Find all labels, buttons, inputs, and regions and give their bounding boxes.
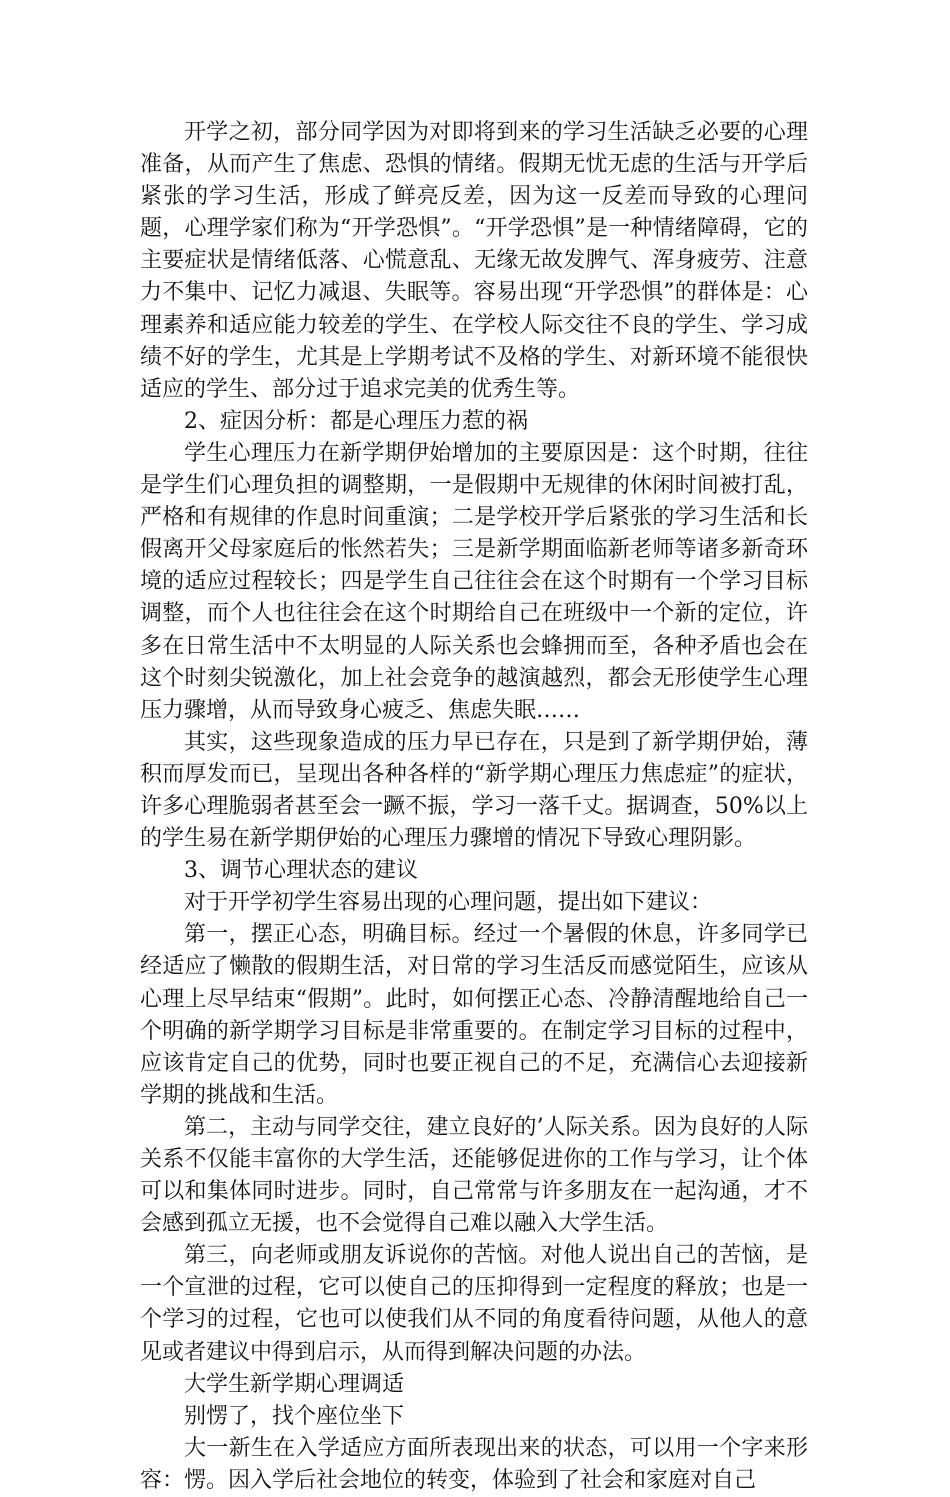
paragraph-suggestion-first: 第一，摆正心态，明确目标。经过一个暑假的休息，许多同学已经适应了懒散的假期生活，对日常的学习生活反而感觉陌生，应该从心理上尽早结束“假期”。此时，如何摆正心态、冷静清醒地给自己一个明确的新学期学习目标是非常重要的。在制定学习目标的过程中，应该肯定自己的优势，同时也要正视自己的不足，充满信心去迎接新学期的挑战和生活。 bbox=[140, 922, 808, 1108]
paragraph-cause-analysis: 学生心理压力在新学期伊始增加的主要原因是：这个时期，往往是学生们心理负担的调整期，一是假期中无规律的休闲时间被打乱，严格和有规律的作息时间重演；二是学校开学后紧张的学习生活和长假离开父母家庭后的怅然若失；三是新学期面临新老师等诸多新奇环境的适应过程较长；四是学生自己往往会在这个时期有一个学习目标调整，而个人也往往会在这个时期给自己在班级中一个新的定位，许多在日常生活中不太明显的人际关系也会蜂拥而至，各种矛盾也会在这个时刻尖锐激化，加上社会竞争的越演越烈，都会无形使学生心理压力骤增，从而导致身心疲乏、焦虑失眠…… bbox=[140, 440, 808, 723]
paragraph-suggestion-third: 第三，向老师或朋友诉说你的苦恼。对他人说出自己的苦恼，是一个宣泄的过程，它可以使自己的压抑得到一定程度的释放；也是一个学习的过程，它也可以使我们从不同的角度看待问题，从他人的意见或者建议中得到启示，从而得到解决问题的办法。 bbox=[140, 1243, 808, 1365]
paragraph-suggestions-intro: 对于开学初学生容易出现的心理问题，提出如下建议： bbox=[184, 890, 713, 916]
section-heading-adjustment: 大学生新学期心理调适 bbox=[184, 1371, 405, 1397]
paragraph-suggestion-second: 第二，主动与同学交往，建立良好的’人际关系。因为良好的人际关系不仅能丰富你的大学生活，还能够促进你的工作与学习，让个体可以和集体同时进步。同时，自己常常与许多朋友在一起沟通，才不会感到孤立无援，也不会觉得自己难以融入大学生活。 bbox=[140, 1114, 808, 1237]
document-body bbox=[140, 117, 808, 1497]
paragraph-freshman-state: 大一新生在入学适应方面所表现出来的状态，可以用一个字来形容：愣。因入学后社会地位的转变，体验到了社会和家庭对自己 bbox=[140, 1435, 808, 1493]
section-heading-cause-analysis: 2、症因分析：都是心理压力惹的祸 bbox=[184, 408, 528, 434]
paragraph-intro: 开学之初，部分同学因为对即将到来的学习生活缺乏必要的心理准备，从而产生了焦虑、恐惧的情绪。假期无忧无虑的生活与开学后紧张的学习生活，形成了鲜亮反差，因为这一反差而导致的心理问题，心理学家们称为“开学恐惧”。“开学恐惧”是一种情绪障碍，它的主要症状是情绪低落、心慌意乱、无缘无故发脾气、浑身疲劳、注意力不集中、记忆力减退、失眠等。容易出现“开学恐惧”的群体是：心理素养和适应能力较差的学生、在学校人际交往不良的学生、学习成绩不好的学生，尤其是上学期考试不及格的学生、对新环境不能很快适应的学生、部分过于追求完美的优秀生等。 bbox=[140, 120, 808, 402]
paragraph-pressure-survey: 其实，这些现象造成的压力早已存在，只是到了新学期伊始，薄积而厚发而已，呈现出各种各样的“新学期心理压力焦虑症”的症状，许多心理脆弱者甚至会一蹶不振，学习一落千丈。据调查，50%以上的学生易在新学期伊始的心理压力骤增的情况下导致心理阴影。 bbox=[140, 729, 808, 852]
subheading-find-seat: 别愣了，找个座位坐下 bbox=[184, 1403, 405, 1429]
section-heading-suggestions: 3、调节心理状态的建议 bbox=[184, 858, 418, 884]
